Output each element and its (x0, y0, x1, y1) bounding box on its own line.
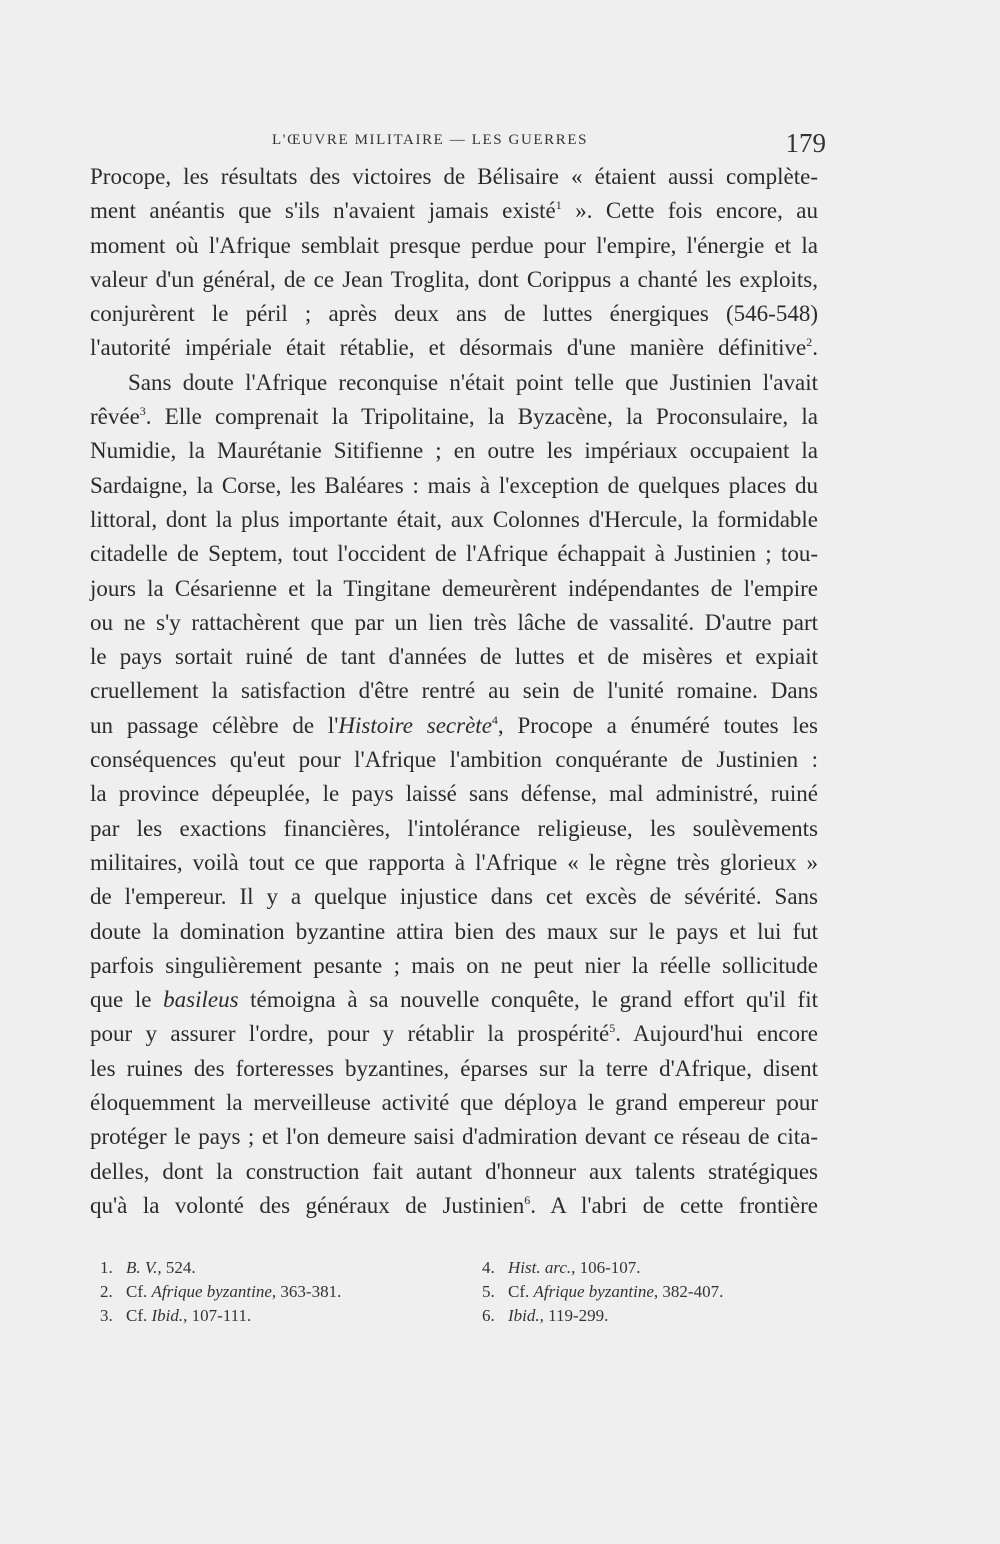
footnote-number: 1. (100, 1258, 113, 1277)
line-text-after: . (812, 335, 818, 361)
footnote-ref: 1 (555, 198, 562, 213)
footnote-prefix: Cf. (126, 1282, 152, 1301)
text-line (90, 400, 818, 434)
text-line (90, 743, 818, 777)
line-text: doute la domination byzantine attira bien des maux sur le pays et lui fut (90, 918, 818, 944)
footnote-prefix: Cf. (126, 1306, 152, 1325)
text-line (90, 297, 818, 331)
line-text-after: . Aujourd'hui encore (615, 1021, 818, 1047)
footnote-pages: , 524. (157, 1258, 196, 1277)
footnote-title: Ibid. (151, 1306, 184, 1325)
footnote-ref: 6 (524, 1192, 531, 1207)
text-line (90, 915, 818, 949)
text-line (90, 709, 818, 743)
text-line (90, 606, 818, 640)
footnote-prefix: Cf. (508, 1282, 534, 1301)
text-line (90, 880, 818, 914)
line-text-after: . Elle comprenait la Tripolitaine, la Byzacène, la Proconsulaire, la (145, 404, 818, 430)
footnote-pages: , 363-381. (271, 1282, 342, 1301)
text-line (90, 1189, 818, 1223)
line-text: rêvée (90, 404, 140, 430)
line-text: éloquemment la merveilleuse activité que déploya le grand empereur pour (90, 1090, 818, 1116)
line-text: conjurèrent le péril ; après deux ans de luttes énergiques (546-548) (90, 301, 818, 327)
line-text: Sardaigne, la Corse, les Baléares : mais à l'exception de quelques places du (90, 472, 818, 498)
text-line (90, 263, 818, 297)
footnotes-left-column (100, 1256, 440, 1328)
footnote (482, 1256, 822, 1280)
line-text: le pays sortait ruiné de tant d'années de luttes et de misères et expiait (90, 644, 818, 670)
footnote-ref: 3 (139, 404, 146, 419)
text-line (90, 1120, 818, 1154)
footnote (100, 1280, 440, 1304)
body-text (90, 160, 818, 1223)
text-line (90, 812, 818, 846)
text-line (90, 469, 818, 503)
footnote-number: 6. (482, 1306, 495, 1325)
line-text: de l'empereur. Il y a quelque injustice dans cet excès de sévérité. Sans (90, 884, 818, 910)
line-text-after: ». Cette fois encore, au (561, 198, 818, 224)
footnotes-right-column (482, 1256, 822, 1328)
text-line (90, 983, 818, 1017)
line-text-after: . A l'abri de cette frontière (530, 1192, 819, 1218)
footnote-pages: , 119-299. (539, 1306, 609, 1325)
footnote-ref: 2 (806, 335, 813, 350)
line-text: les ruines des forteresses byzantines, éparses sur la terre d'Afrique, disent (90, 1055, 818, 1081)
text-line (90, 194, 818, 228)
line-text: moment où l'Afrique semblait presque perdue pour l'empire, l'énergie et la (90, 232, 818, 258)
line-text: conséquences qu'eut pour l'Afrique l'ambition conquérante de Justinien : (90, 747, 818, 773)
line-text: citadelle de Septem, tout l'occident de l'Afrique échappait à Justinien ; tou- (90, 541, 818, 567)
text-line (90, 674, 818, 708)
line-text: Procope, les résultats des victoires de Bélisaire « étaient aussi complète- (90, 164, 818, 189)
line-text-after: témoigna à sa nouvelle conquête, le grand effort qu'il fit (238, 987, 818, 1013)
line-text: la province dépeuplée, le pays laissé sans défense, mal administré, ruiné (90, 781, 818, 807)
running-title: L'ŒUVRE MILITAIRE — LES GUERRES (272, 132, 589, 148)
footnote-number: 4. (482, 1258, 495, 1277)
line-text: jours la Césarienne et la Tingitane demeurèrent indépendantes de l'empire (90, 575, 818, 601)
text-line (90, 160, 818, 194)
footnote-title: Ibid. (508, 1306, 540, 1325)
line-text: que le (90, 987, 164, 1013)
line-text: delles, dont la construction fait autant d'honneur aux talents stratégiques (90, 1158, 818, 1184)
line-text: qu'à la volonté des généraux de Justinien (90, 1192, 525, 1218)
footnote (482, 1304, 822, 1328)
line-text: ou ne s'y rattachèrent que par un lien très lâche de vassalité. D'autre part (90, 609, 818, 635)
footnote-ref: 5 (609, 1021, 616, 1036)
line-text-after: , Procope a énuméré toutes les (497, 712, 818, 738)
text-line (90, 846, 818, 880)
line-text: parfois singulièrement pesante ; mais on ne peut nier la réelle sollicitude (90, 952, 818, 978)
line-text: l'autorité impériale était rétablie, et désormais d'une manière définitive (90, 335, 807, 361)
line-text: Numidie, la Maurétanie Sitifienne ; en outre les impériaux occupaient la (90, 438, 818, 464)
text-line (90, 572, 818, 606)
footnote-number: 3. (100, 1306, 113, 1325)
footnote-title: B. V. (126, 1258, 158, 1277)
line-text: littoral, dont la plus importante était, aux Colonnes d'Hercule, la formidable (90, 506, 818, 532)
text-line (90, 1052, 818, 1086)
line-text: pour y assurer l'ordre, pour y rétablir la prospérité (90, 1021, 610, 1047)
line-text: ment anéantis que s'ils n'avaient jamais existé (90, 198, 556, 224)
footnote (482, 1280, 822, 1304)
text-line (90, 366, 818, 400)
footnote (100, 1256, 440, 1280)
text-line (90, 229, 818, 263)
line-text: valeur d'un général, de ce Jean Troglita, dont Corippus a chanté les exploits, (90, 266, 818, 292)
footnote-ref: 4 (491, 712, 498, 727)
line-text: protéger le pays ; et l'on demeure saisi d'admiration devant ce réseau de cita- (90, 1124, 818, 1150)
italic-text: basileus (163, 987, 239, 1013)
text-line (90, 949, 818, 983)
line-text: Sans doute l'Afrique reconquise n'était point telle que Justinien l'avait (128, 369, 818, 395)
page-number: 179 (785, 128, 826, 158)
footnote-number: 2. (100, 1282, 113, 1301)
text-line (90, 331, 818, 365)
footnote-pages: , 106-107. (571, 1258, 641, 1277)
footnote-title: Afrique byzantine (533, 1282, 654, 1301)
footnote-title: Afrique byzantine (151, 1282, 272, 1301)
text-line (90, 434, 818, 468)
text-line (90, 1155, 818, 1189)
text-line (90, 777, 818, 811)
text-line (90, 640, 818, 674)
line-text: par les exactions financières, l'intolérance religieuse, les soulèvements (90, 815, 818, 841)
italic-text: Histoire secrète (338, 712, 492, 738)
footnote-number: 5. (482, 1282, 495, 1301)
line-text: un passage célèbre de l' (90, 712, 339, 738)
footnote-pages: , 107-111. (183, 1306, 252, 1325)
text-line (90, 537, 818, 571)
footnote-pages: , 382-407. (653, 1282, 724, 1301)
text-line (90, 503, 818, 537)
footnote (100, 1304, 440, 1328)
line-text: militaires, voilà tout ce que rapporta à l'Afrique « le règne très glorieux » (90, 849, 818, 875)
footnote-title: Hist. arc. (508, 1258, 572, 1277)
text-line (90, 1017, 818, 1051)
line-text: cruellement la satisfaction d'être rentré au sein de l'unité romaine. Dans (90, 678, 818, 704)
text-line (90, 1086, 818, 1120)
